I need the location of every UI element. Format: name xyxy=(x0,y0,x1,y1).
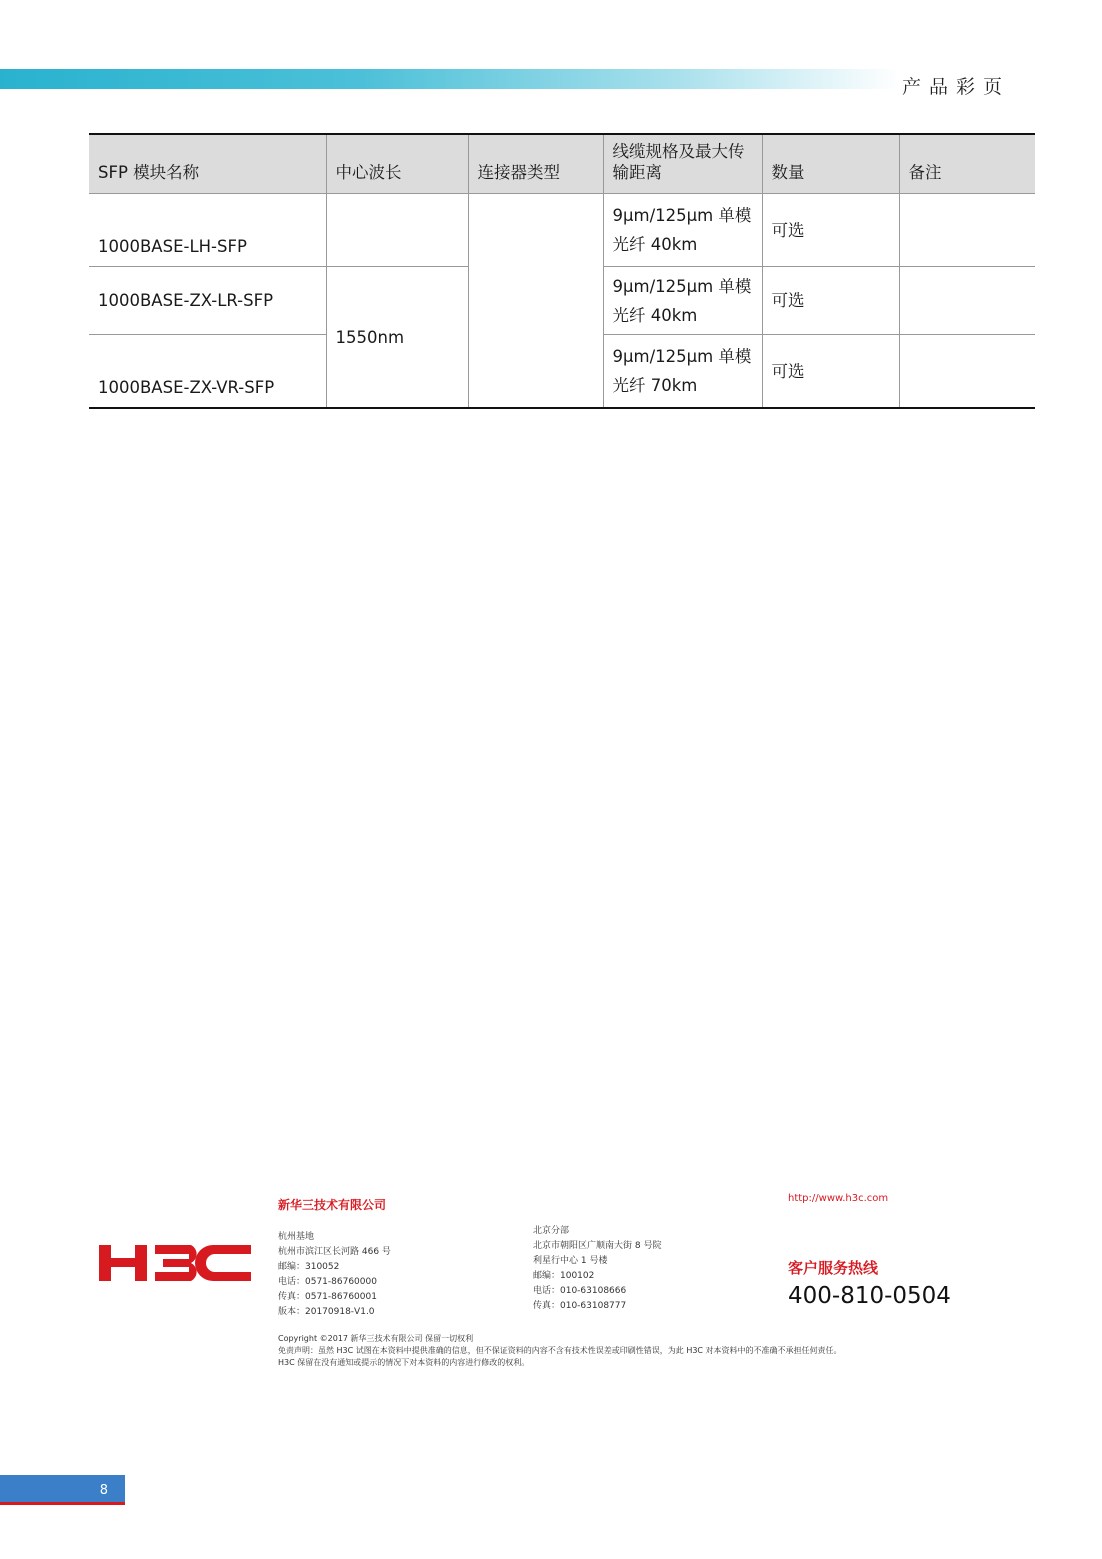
cell-note xyxy=(899,194,1035,267)
address-line: 杭州市滨江区长河路 466 号 xyxy=(278,1247,391,1257)
hotline-label: 客户服务热线 xyxy=(788,1259,879,1277)
beijing-address xyxy=(533,1224,661,1314)
address-line: 杭州基地 xyxy=(278,1232,315,1242)
address-line: 电话：010-63108666 xyxy=(533,1286,627,1296)
header-cable-distance: 线缆规格及最大传输距离 xyxy=(603,134,762,194)
cell-note xyxy=(899,267,1035,335)
hotline-number: 400-810-0504 xyxy=(788,1283,951,1309)
website-link[interactable]: http://www.h3c.com xyxy=(788,1193,889,1204)
address-line: 北京市朝阳区广顺南大街 8 号院 xyxy=(533,1241,662,1251)
cell-quantity: 可选 xyxy=(762,194,899,267)
section-title: 产品彩页 xyxy=(901,76,1010,98)
cell-wavelength: 1550nm xyxy=(326,267,468,409)
legal-line: H3C 保留在没有通知或提示的情况下对本资料的内容进行修改的权利。 xyxy=(278,1358,530,1367)
cell-module-name: 1000BASE-ZX-VR-SFP xyxy=(89,335,326,409)
h3c-logo xyxy=(99,1243,251,1283)
hangzhou-address xyxy=(278,1230,391,1320)
legal-notice xyxy=(278,1333,842,1369)
table-header-row xyxy=(89,134,1035,194)
cell-cable-distance: 9μm/125μm 单模光纤 40km xyxy=(603,267,762,335)
header-connector: 连接器类型 xyxy=(468,134,603,194)
header-note: 备注 xyxy=(899,134,1035,194)
cell-connector xyxy=(468,194,603,409)
page-number-tab xyxy=(0,1475,125,1505)
cell-cable-distance: 9μm/125μm 单模光纤 70km xyxy=(603,335,762,409)
cell-module-name: 1000BASE-ZX-LR-SFP xyxy=(89,267,326,335)
page-number: 8 xyxy=(99,1483,108,1498)
company-name: 新华三技术有限公司 xyxy=(278,1198,387,1212)
address-line: 利星行中心 1 号楼 xyxy=(533,1256,608,1266)
header-quantity: 数量 xyxy=(762,134,899,194)
address-line: 邮编：310052 xyxy=(278,1262,340,1272)
address-line: 版本：20170918-V1.0 xyxy=(278,1307,375,1317)
address-line: 传真：0571-86760001 xyxy=(278,1292,377,1302)
cell-wavelength xyxy=(326,194,468,267)
cell-quantity: 可选 xyxy=(762,267,899,335)
sfp-spec-table xyxy=(89,133,1035,409)
cell-note xyxy=(899,335,1035,409)
legal-line: Copyright ©2017 新华三技术有限公司 保留一切权利 xyxy=(278,1334,474,1343)
header-gradient-bar xyxy=(0,69,900,89)
header-wavelength: 中心波长 xyxy=(326,134,468,194)
address-line: 电话：0571-86760000 xyxy=(278,1277,377,1287)
cell-cable-distance: 9μm/125μm 单模光纤 40km xyxy=(603,194,762,267)
cell-module-name: 1000BASE-LH-SFP xyxy=(89,194,326,267)
legal-line: 免责声明：虽然 H3C 试图在本资料中提供准确的信息，但不保证资料的内容不含有技术性误差或印刷性错误，为此 H3C 对本资料中的不准确不承担任何责任。 xyxy=(278,1346,842,1355)
table-row xyxy=(89,194,1035,267)
address-line: 北京分部 xyxy=(533,1226,570,1236)
address-line: 邮编：100102 xyxy=(533,1271,595,1281)
header-module-name: SFP 模块名称 xyxy=(89,134,326,194)
address-line: 传真：010-63108777 xyxy=(533,1301,627,1311)
cell-quantity: 可选 xyxy=(762,335,899,409)
